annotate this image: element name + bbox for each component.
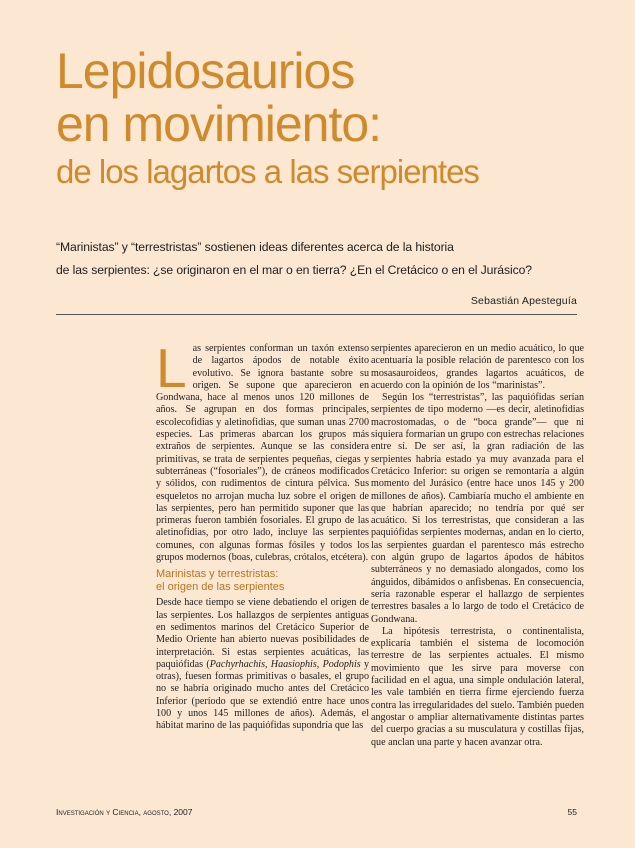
body-text: ,	[316, 658, 323, 670]
taxon-name: Podophis	[322, 658, 361, 670]
text-column-1	[156, 337, 369, 733]
text-column-2	[371, 343, 584, 749]
taxon-name: Haasiophis	[270, 658, 317, 670]
author-name: Sebastián Apesteguía	[470, 295, 577, 307]
title-line-3: de los lagartos a las serpientes	[56, 153, 479, 190]
body-paragraph: serpientes aparecieron en un medio acuático, lo que acentuaría la posible relación de parentesco con los mosasauroideos, grandes lagartos acuáticos, de acuerdo con la opinión de los “marinistas”.	[371, 343, 584, 391]
body-paragraph: La hipótesis terrestrista, o continentalista, explicaría también el sistema de locomoción terrestre de las serpientes actuales. El mismo movimiento que les sirve para moverse con facilidad en el agua, una simple ondulación lateral, les vale también en tierra firme ejerciendo fuerza contra las irregularidades del suelo. También pueden angostar o ampliar alternativamente distintas partes del cuerpo gracias a su musculatura y costillas fijas, que anclan una parte y hacen avanzar otra.	[371, 625, 584, 748]
drop-cap: L	[156, 337, 187, 399]
page-number: 55	[567, 807, 577, 817]
subtitle-line-2: de las serpientes: ¿se originaron en el mar o en tierra? ¿En el Cretácico o en el Jurásico?	[56, 263, 532, 277]
title-line-1: Lepidosaurios	[56, 43, 355, 99]
subtitle-line-1: “Marinistas” y “terrestristas” sostienen ideas diferentes acerca de la historia	[56, 240, 454, 254]
body-paragraph: Según los “terrestristas”, las paquiófidas serían serpientes de tipo moderno —es decir, aletinofidias macrostomadas, o de “boca grande”— que ni siquiera formarían un grupo con estrechas relaciones entre sí. De ser así, la gran radiación de las serpientes habría estado ya muy avanzada para el Cretácico Inferior: su origen se remontaría a algún momento del Jurásico (entre hace unos 145 y 200 millones de años). Cambiaría mucho el ambiente en que habrían aparecido; no tendría por qué ser acuático. Si los terrestristas, que consideran a las paquiófidas serpientes modernas, andan en lo cierto, las serpientes guardan el parentesco más estrecho con algún grupo de lagartos ápodos de hábitos subterráneos y no demasiado alongados, como los ánguidos, dibámidos o anfisbenas. En consecuencia, sería razonable esperar el hallazgo de serpientes terrestres basales a lo largo de todo el Cretácico de Gondwana.	[371, 392, 585, 625]
body-text: y otras), fuesen formas primitivas o basales, el grupo no se habría originado mucho antes del Cretácico Inferior (período que se extendió entre hace unos 100 y unos 145 millones de años). Además, el hábitat marino de las paquiófidas supondría que las	[156, 658, 369, 732]
intro-text: as serpientes conforman un taxón extenso de lagartos ápodos de notable éxito evolutivo. Se ignora bastante sobre su origen. Se supone que aparecieron en Gondwana, hace al menos unos 120 millones de años. Se agrupan en dos formas principales, escolecofidias y aletinofidias, que suman unas 2700 especies. Las primeras abarcan los grupos más extraños de serpientes. Aunque se las considera primitivas, se trata de serpientes pequeñas, ciegas y subterráneas (“fosoriales”), de cráneos modificados y sólidos, con rudimentos de cintura pélvica. Sus esqueletos no arrojan mucha luz sobre el origen de las serpientes, pero han permitido suponer que las primeras fueron también fosoriales. El grupo de las aletinofidias, por otro lado, incluye las serpientes comunes, con algunas formas fósiles y todos los grupos modernos (boas, culebras, crótalos, etcétera).	[156, 343, 369, 564]
divider-rule	[56, 314, 577, 315]
taxon-name: Pachyrhachis	[209, 658, 266, 670]
intro-paragraph	[156, 337, 369, 564]
body-text: ,	[265, 658, 271, 670]
section-heading-line-2: el origen de las serpientes	[156, 581, 285, 594]
body-text: Desde hace tiempo se viene debatiendo el origen de las serpientes. Los hallazgos de serpientes antiguas en sedimentos marinos del Cretácico Superior de Medio Oriente han abierto nuevas posibilidades de interpretación. Si estas serpientes acuáticas, las paquiófidas (	[156, 597, 369, 670]
title-line-2: en movimiento:	[56, 96, 382, 152]
section-heading-line-1: Marinistas y terrestristas:	[156, 568, 279, 581]
publication-info: Investigación y Ciencia, agosto, 2007	[56, 807, 193, 817]
body-paragraph	[156, 597, 369, 732]
article-subtitle	[56, 236, 576, 282]
article-title	[56, 45, 616, 191]
section-heading	[156, 568, 369, 594]
